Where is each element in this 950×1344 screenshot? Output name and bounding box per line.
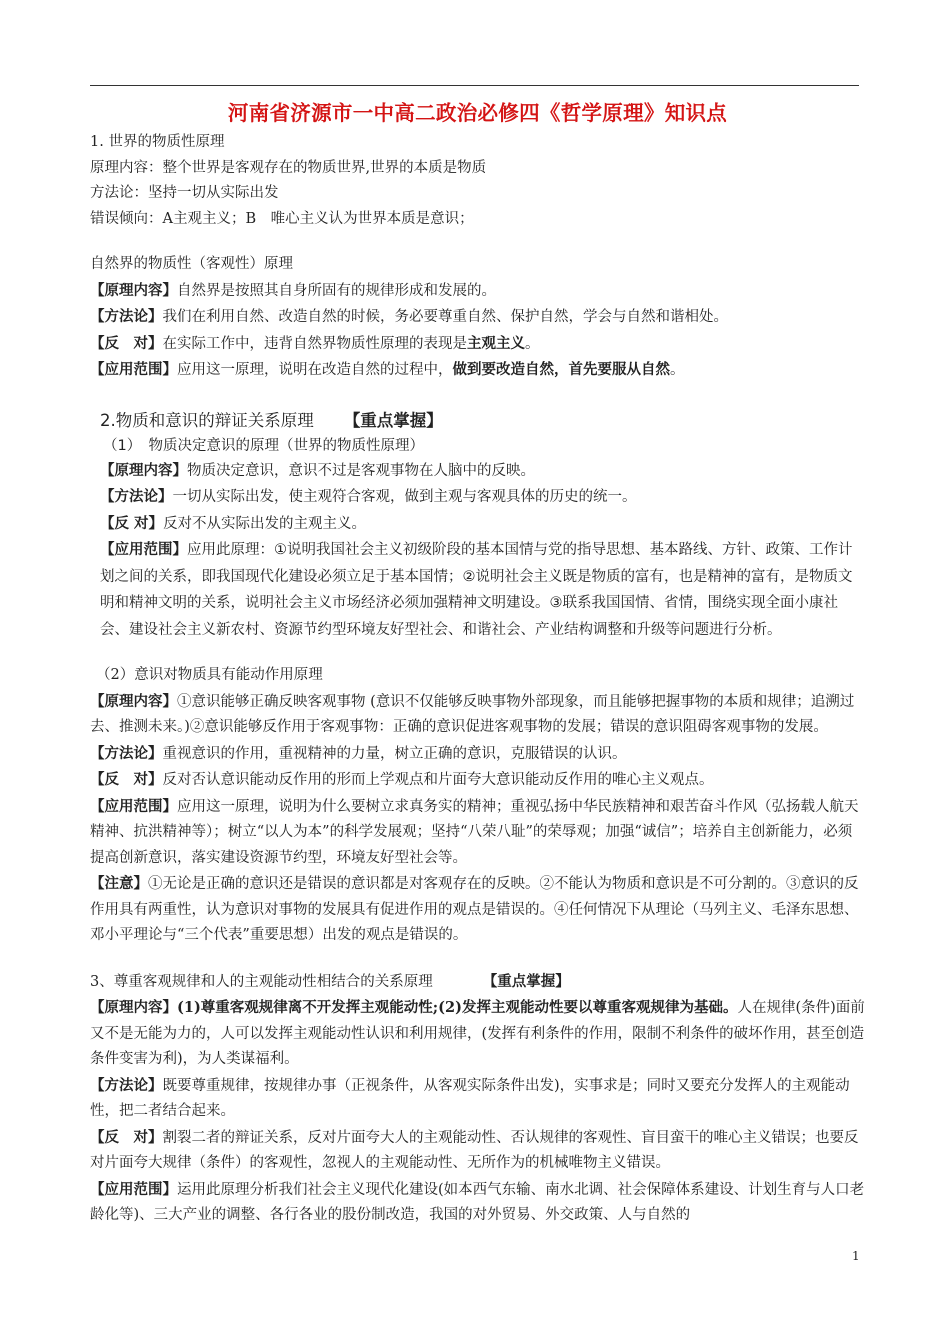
s2-oppose-tag: 【反 对】	[100, 515, 164, 532]
nature-oppose-tag: 【反 对】	[90, 334, 163, 352]
s3-oppose-text: 割裂二者的辩证关系，反对片面夸大人的主观能动性、否认规律的客观性、盲目蛮干的唯心主义错误；也要反对片面夸大规律（条件）的客观性，忽视人的主观能动性、无所作为的机械唯物主义错误。	[90, 1129, 859, 1171]
spacer	[90, 643, 865, 663]
s2b-note-text: ①无论是正确的意识还是错误的意识都是对客观存在的反映。②不能认为物质和意识是不可分割的。③意识的反作用具有两重性，认为意识对事物的发展具有促进作用的观点是错误的。④任何情况下从理论（马列主义、毛泽东思想、邓小平理论与“三个代表”重要思想）出发的观点是错误的。	[90, 876, 859, 943]
s1-method: 方法论：坚持一切从实际出发	[90, 185, 279, 201]
nature-apply-text: 应用这一原理，说明在改造自然的过程中，	[177, 362, 453, 378]
s2-apply-text: 应用此原理：①说明我国社会主义初级阶段的基本国情与党的指导思想、基本路线、方针、政策、工作计划之间的关系，即我国现代化建设必须立足于基本国情；②说明社会主义既是物质的富有，也是精神的富有，是物质文明和精神文明的关系，说明社会主义市场经济必须加强精神文明建设。③联系我国国情、省情，围绕实现全面小康社会、建设社会主义新农村、资源节约型环境友好型社会、和谐社会、产业结构调整和升级等问题进行分析。	[100, 542, 853, 638]
nature-method	[90, 304, 865, 331]
s2b-apply-tag: 【应用范围】	[90, 797, 177, 815]
nature-apply	[90, 357, 865, 384]
s1-heading: 1. 世界的物质性原理	[90, 134, 225, 150]
s2b-content-text: ①意识能够正确反映客观事物 (意识不仅能够反映事物外部现象，而且能够把握事物的本质和规律；追溯过去、推测未来。)②意识能够反作用于客观事物：正确的意识促进客观事物的发展；错误的意识阻碍客观事物的发展。	[90, 693, 855, 735]
nature-apply-tag: 【应用范围】	[90, 361, 177, 378]
s2b-oppose	[90, 767, 865, 794]
s2b-method	[90, 741, 865, 768]
s2-method-text: 一切从实际出发，使主观符合客观，做到主观与客观具体的历史的统一。	[172, 489, 637, 505]
s2b-sub2: （2）意识对物质具有能动作用原理	[96, 667, 323, 683]
s2-sub1: （1） 物质决定意识的原理（世界的物质性原理）	[103, 437, 424, 454]
nature-content-text: 自然界是按照其自身所固有的规律形成和发展的。	[177, 282, 496, 299]
section-2-scanned	[90, 407, 865, 644]
s2-oppose-text: 反对不从实际出发的主观主义。	[163, 515, 367, 532]
nature-apply-end: 。	[670, 362, 685, 378]
s2b-oppose-tag: 【反 对】	[90, 771, 163, 788]
s3-content-bold: (1)尊重客观规律离不开发挥主观能动性;(2)发挥主观能动性要以尊重客观规律为基础。	[177, 999, 738, 1016]
nature-oppose	[90, 331, 865, 358]
s1-error: 错误倾向：A主观主义；B 唯心主义认为世界本质是意识；	[90, 210, 474, 227]
s2b-note-tag: 【注意】	[90, 875, 148, 892]
s2-oppose	[100, 511, 860, 538]
nature-heading: 自然界的物质性（客观性）原理	[90, 256, 293, 272]
nature-oppose-bold: 主观主义	[467, 334, 525, 352]
s2b-method-text: 重视意识的作用，重视精神的力量，树立正确的意识，克服错误的认识。	[162, 745, 627, 762]
s2-heading-text: 2.物质和意识的辩证关系原理	[100, 410, 314, 430]
s2-method	[100, 484, 860, 511]
header-rule	[90, 85, 859, 86]
nature-oppose-end: 。	[525, 335, 540, 352]
s3-method	[90, 1073, 865, 1125]
nature-method-text: 我们在利用自然、改造自然的时候，务必要尊重自然、保护自然，学会与自然和谐相处。	[162, 309, 728, 325]
s2-apply	[100, 537, 860, 643]
s2b-apply-text: 应用这一原理，说明为什么要树立求真务实的精神；重视弘扬中华民族精神和艰苦奋斗作风（弘扬载人航天精神、抗洪精神等）；树立“以人为本”的科学发展观；坚持“八荣八耻”的荣辱观；加强“诚信”；培养自主创新能力，必须提高创新意识，落实建设资源节约型，环境友好型社会等。	[90, 798, 859, 866]
s3-method-tag: 【方法论】	[90, 1076, 163, 1094]
s2-method-tag: 【方法论】	[100, 489, 173, 505]
nature-method-tag: 【方法论】	[90, 308, 163, 325]
s3-content-tag: 【原理内容】	[90, 999, 177, 1016]
s3-oppose	[90, 1125, 865, 1177]
s3-method-text: 既要尊重规律，按规律办事（正视条件，从客观实际条件出发)，实事求是；同时又要充分发挥人的主观能动性，把二者结合起来。	[90, 1077, 850, 1119]
s3-content-text: 人在规律(条件)面前又不是无能为力的，人可以发挥主观能动性认识和利用规律，(发挥有利条件的作用，限制不利条件的破坏作用，甚至创造条件变害为利)，为人类谋福利。	[90, 1000, 865, 1067]
s2-key-tag: 【重点掌握】	[343, 410, 443, 430]
spacer	[90, 232, 865, 252]
s3-key-tag: 【重点掌握】	[482, 972, 570, 990]
s2-content-text: 物质决定意识，意识不过是客观事物在人脑中的反映。	[187, 462, 535, 479]
s2b-content	[90, 689, 865, 741]
s3-apply-text: 运用此原理分析我们社会主义现代化建设(如本西气东输、南水北调、社会保障体系建设、计划生育与人口老龄化等)、三大产业的调整、各行各业的股份制改造，我国的对外贸易、外交政策、人与自然的	[90, 1181, 865, 1223]
s2-apply-tag: 【应用范围】	[100, 542, 187, 558]
s2-content	[100, 458, 860, 485]
s2-content-tag: 【原理内容】	[100, 462, 187, 479]
s2b-oppose-text: 反对否认意识能动反作用的形而上学观点和片面夸大意识能动反作用的唯心主义观点。	[162, 772, 714, 788]
s2b-note	[90, 871, 865, 949]
s2-heading	[100, 407, 865, 434]
nature-content	[90, 278, 865, 305]
document-title: 河南省济源市一中高二政治必修四《哲学原理》知识点	[227, 101, 728, 125]
s1-content: 原理内容：整个世界是客观存在的物质世界,世界的本质是物质	[90, 159, 487, 176]
document-page	[90, 92, 865, 1229]
s3-oppose-tag: 【反 对】	[90, 1128, 163, 1146]
s3-heading-text: 3、尊重客观规律和人的主观能动性相结合的关系原理	[90, 973, 433, 990]
nature-apply-bold: 做到要改造自然，首先要服从自然	[452, 361, 670, 378]
page-number: 1	[852, 1249, 860, 1263]
spacer	[90, 949, 865, 969]
nature-oppose-text: 在实际工作中，违背自然界物质性原理的表现是	[162, 335, 467, 352]
s2b-apply	[90, 794, 865, 872]
s2b-method-tag: 【方法论】	[90, 744, 163, 762]
nature-content-tag: 【原理内容】	[90, 281, 177, 299]
spacer	[90, 384, 865, 407]
s2b-content-tag: 【原理内容】	[90, 692, 177, 710]
s3-heading	[90, 969, 865, 996]
s3-content	[90, 995, 865, 1073]
s3-apply	[90, 1177, 865, 1229]
s3-apply-tag: 【应用范围】	[90, 1180, 177, 1198]
